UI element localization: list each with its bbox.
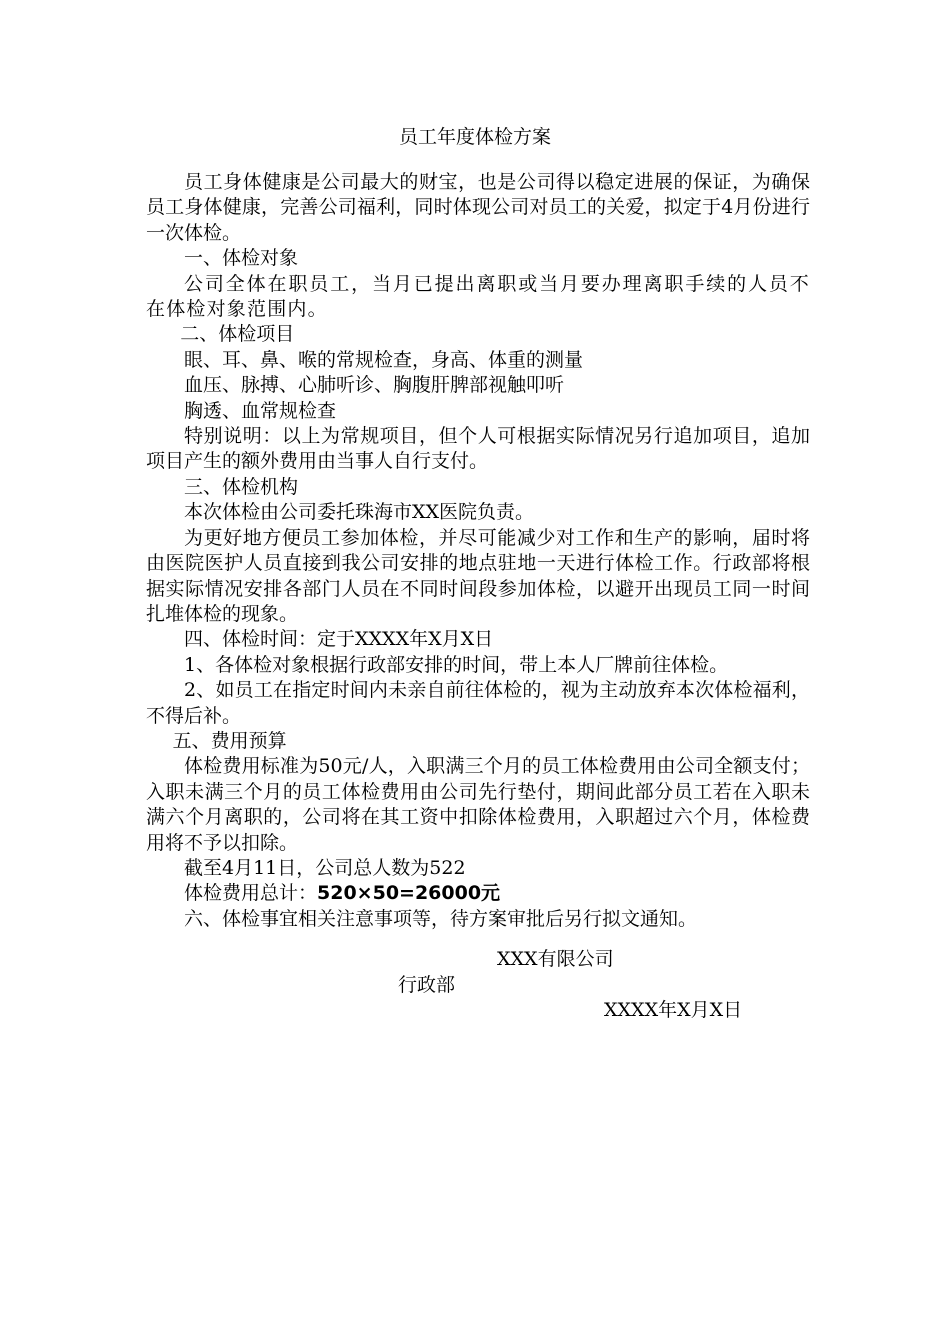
intro-paragraph: 员工身体健康是公司最大的财宝，也是公司得以稳定进展的保证，为确保员工身体健康，完善公司福利，同时体现公司对员工的关爱，拟定于4月份进行一次体检。 xyxy=(146,171,810,244)
special-note-paragraph: 特别说明：以上为常规项目，但个人可根据实际情况另行追加项目，追加项目产生的额外费用由当事人自行支付。 xyxy=(146,425,810,473)
arrangement-paragraph: 为更好地方便员工参加体检，并尽可能减少对工作和生产的影响，届时将由医院医护人员直接到我公司安排的地点驻地一天进行体检工作。行政部将根据实际情况安排各部门人员在不同时间段参加体检，以避开出现员工同一时间扎堆体检的现象。 xyxy=(146,526,810,625)
headcount-line: 截至4月11日，公司总人数为522 xyxy=(184,856,466,879)
time-rule-2: 2、如员工在指定时间内未亲自前往体检的，视为主动放弃本次体检福利，不得后补。 xyxy=(146,679,810,727)
closing-paragraph: 六、体检事宜相关注意事项等，待方案审批后另行拟文通知。 xyxy=(184,907,698,930)
item-line-2: 血压、脉搏、心肺听诊、胸腹肝脾部视触叩听 xyxy=(184,374,565,397)
section-heading-budget: 五、费用预算 xyxy=(172,729,287,752)
cost-total-line xyxy=(146,881,810,906)
signature-department: 行政部 xyxy=(398,974,456,996)
section-heading-time: 四、体检时间：定于XXXX年X月X日 xyxy=(184,628,494,651)
item-line-3: 胸透、血常规检查 xyxy=(184,399,337,422)
item-line-1: 眼、耳、鼻、喉的常规检查，身高、体重的测量 xyxy=(184,348,584,371)
signature-date: XXXX年X月X日 xyxy=(604,999,743,1021)
signature-company: XXX有限公司 xyxy=(497,948,614,970)
cost-total-value: 520×50=26000元 xyxy=(317,882,501,905)
section-heading-targets: 一、体检对象 xyxy=(184,247,299,270)
document-body xyxy=(146,170,810,932)
section-heading-institution: 三、体检机构 xyxy=(184,475,299,498)
cost-total-label: 体检费用总计： xyxy=(184,882,318,905)
targets-paragraph: 公司全体在职员工，当月已提出离职或当月要办理离职手续的人员不在体检对象范围内。 xyxy=(146,272,810,321)
budget-paragraph: 体检费用标准为50元/人，入职满三个月的员工体检费用由公司全额支付；入职未满三个月的员工体检费用由公司先行垫付，期间此部分员工若在入职未满六个月离职的，公司将在其工资中扣除体检费用，入职超过六个月，体检费用将不予以扣除。 xyxy=(146,755,810,854)
time-rule-1: 1、各体检对象根据行政部安排的时间，带上本人厂牌前往体检。 xyxy=(184,653,729,676)
institution-paragraph: 本次体检由公司委托珠海市XX医院负责。 xyxy=(184,501,535,524)
document-title: 员工年度体检方案 xyxy=(398,126,551,148)
section-heading-items: 二、体检项目 xyxy=(180,323,295,346)
